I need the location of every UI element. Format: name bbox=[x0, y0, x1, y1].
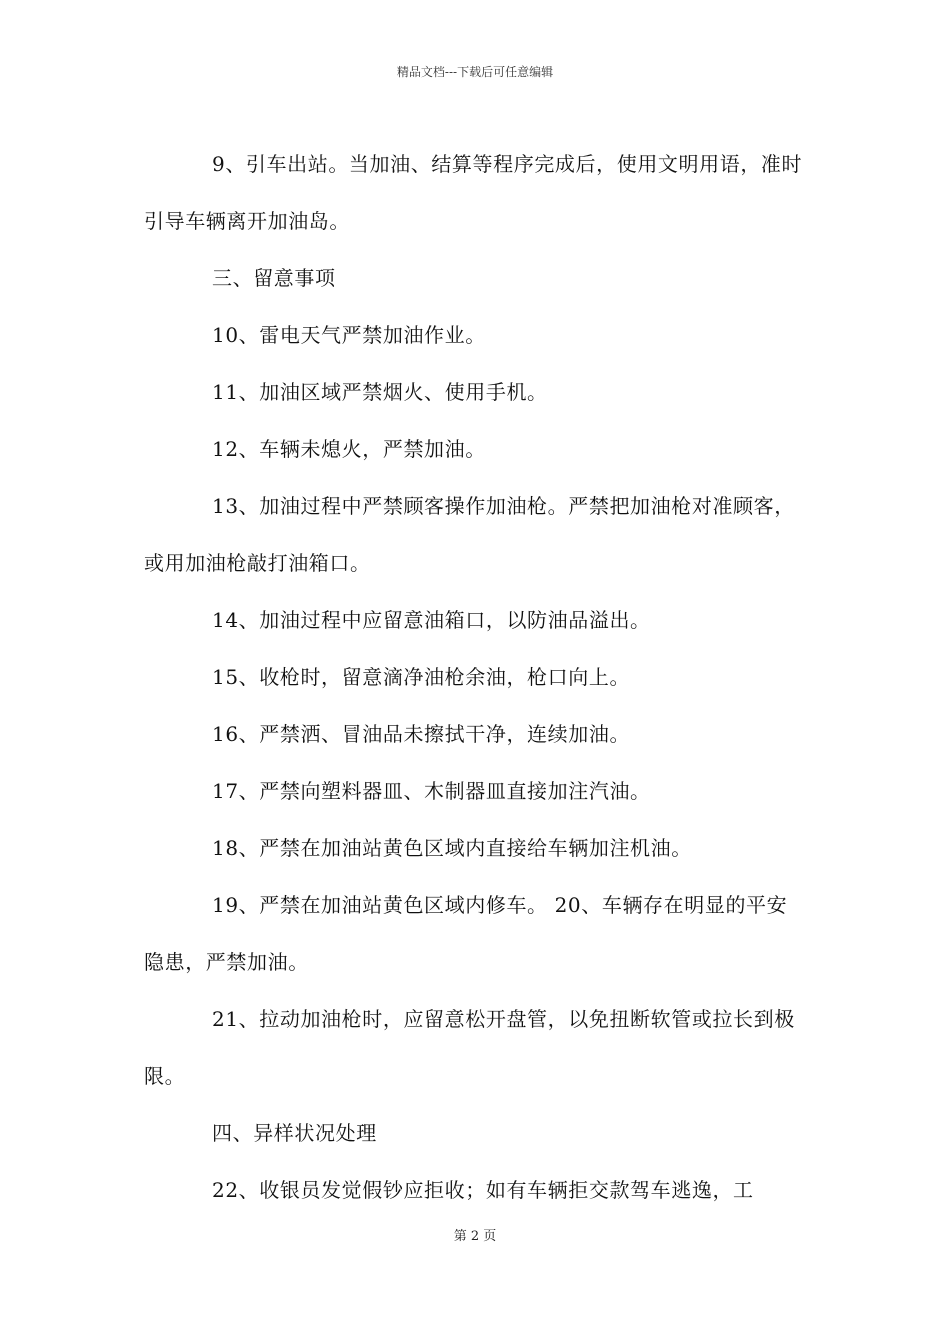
paragraph-item-9: 9、引车出站。当加油、结算等程序完成后，使用文明用语，准时引导车辆离开加油岛。 bbox=[144, 152, 803, 233]
paragraph-item-12: 12、车辆未熄火，严禁加油。 bbox=[212, 437, 486, 461]
paragraph-item-22: 22、收银员发觉假钞应拒收；如有车辆拒交款驾车逃逸，工 bbox=[212, 1178, 754, 1202]
paragraph-item-16: 16、严禁洒、冒油品未擦拭干净，连续加油。 bbox=[212, 722, 631, 746]
paragraph-item-14: 14、加油过程中应留意油箱口，以防油品溢出。 bbox=[212, 608, 651, 632]
page-number: 第 2 页 bbox=[453, 1229, 497, 1244]
document-body bbox=[144, 136, 806, 1219]
page-header: 精品文档---下载后可任意编辑 bbox=[396, 65, 554, 79]
section-heading-4: 四、异样状况处理 bbox=[212, 1121, 377, 1145]
paragraph-item-11: 11、加油区域严禁烟火、使用手机。 bbox=[212, 380, 548, 404]
section-heading-3: 三、留意事项 bbox=[212, 266, 336, 290]
paragraph-item-18: 18、严禁在加油站黄色区域内直接给车辆加注机油。 bbox=[212, 836, 692, 860]
paragraph-item-13: 13、加油过程中严禁顾客操作加油枪。严禁把加油枪对准顾客，或用加油枪敲打油箱口。 bbox=[144, 494, 795, 575]
paragraph-item-19-20: 19、严禁在加油站黄色区域内修车。 20、车辆存在明显的平安隐患，严禁加油。 bbox=[144, 893, 788, 974]
paragraph-item-15: 15、收枪时，留意滴净油枪余油，枪口向上。 bbox=[212, 665, 631, 689]
paragraph-item-21: 21、拉动加油枪时，应留意松开盘管，以免扭断软管或拉长到极限。 bbox=[144, 1007, 795, 1088]
paragraph-item-17: 17、严禁向塑料器皿、木制器皿直接加注汽油。 bbox=[212, 779, 651, 803]
paragraph-item-10: 10、雷电天气严禁加油作业。 bbox=[212, 323, 486, 347]
